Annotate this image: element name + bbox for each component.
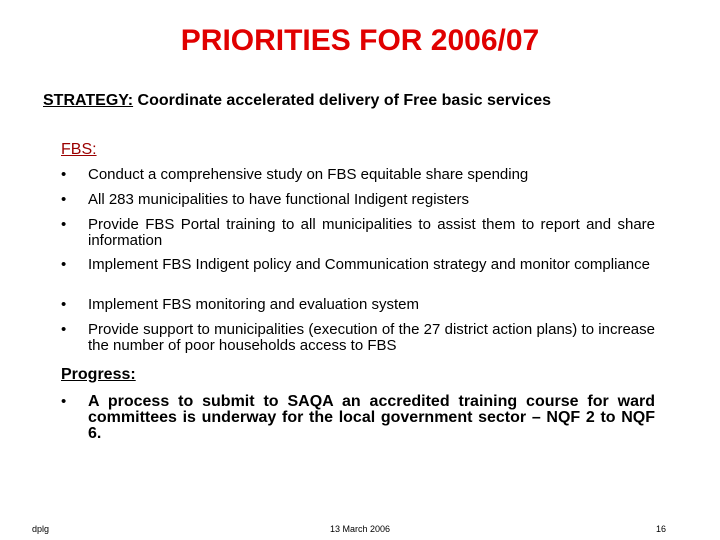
bullet-icon: • <box>61 393 67 410</box>
bullet-icon: • <box>61 321 67 338</box>
bullet-icon: • <box>61 166 67 183</box>
footer-date: 13 March 2006 <box>329 524 391 534</box>
footer-org: dplg <box>32 524 50 534</box>
fbs-item-text: Provide FBS Portal training to all municipalities to assist them to report and share information <box>88 216 655 249</box>
progress-item-text: A process to submit to SAQA an accredited training course for ward committees is underway for the local government sector – NQF 2 to NQF 6. <box>88 393 655 442</box>
fbs-item-text: Conduct a comprehensive study on FBS equitable share spending <box>88 166 529 183</box>
bullet-icon: • <box>61 216 67 233</box>
strategy-line <box>43 92 551 110</box>
footer-page-number: 16 <box>656 524 667 534</box>
fbs-item-text: Implement FBS Indigent policy and Communication strategy and monitor compliance <box>88 256 650 273</box>
bullet-icon: • <box>61 256 67 273</box>
bullet-icon: • <box>61 191 67 208</box>
strategy-label: STRATEGY: <box>43 92 134 109</box>
fbs-heading: FBS: <box>61 141 97 158</box>
strategy-text: Coordinate accelerated delivery of Free basic services <box>137 92 552 109</box>
fbs-item-text: Provide support to municipalities (execution of the 27 district action plans) to increase the number of poor households access to FBS <box>88 321 655 354</box>
bullet-icon: • <box>61 296 67 313</box>
progress-heading: Progress: <box>61 366 136 383</box>
fbs-item-text: Implement FBS monitoring and evaluation system <box>88 296 419 313</box>
slide-title: PRIORITIES FOR 2006/07 <box>180 24 540 57</box>
fbs-item-text: All 283 municipalities to have functional Indigent registers <box>88 191 470 208</box>
